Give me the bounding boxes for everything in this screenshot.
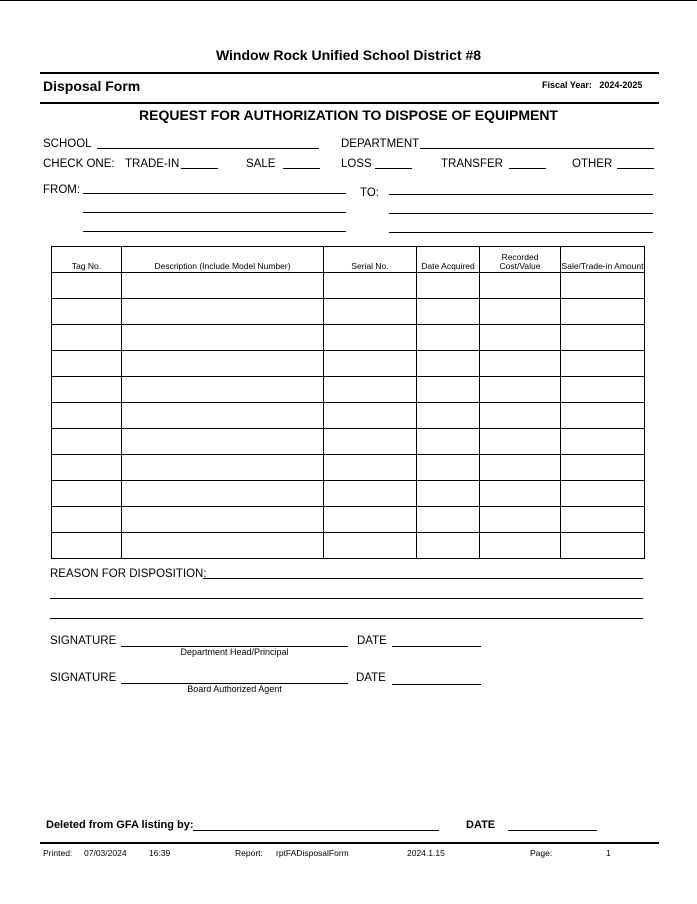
cell-sale-amount[interactable] [561,351,645,377]
cell-date-acquired[interactable] [417,429,480,455]
date-label: DATE [356,672,386,684]
report-version: 2024.1.15 [407,848,445,858]
cell-description[interactable] [122,403,324,429]
cell-serial-no[interactable] [324,273,417,299]
cell-serial-no[interactable] [324,351,417,377]
cell-date-acquired[interactable] [417,481,480,507]
fiscal-year-value: 2024-2025 [599,80,643,90]
reason-field-line-3[interactable] [50,618,643,619]
to-label: TO: [360,187,379,199]
cell-tag-no[interactable] [52,273,122,299]
cell-sale-amount[interactable] [561,533,645,559]
to-field-line-1[interactable] [389,194,653,195]
cell-description[interactable] [122,429,324,455]
printed-time: 16:39 [149,848,171,858]
school-field[interactable] [97,148,319,149]
cell-sale-amount[interactable] [561,429,645,455]
cell-description[interactable] [122,299,324,325]
cell-description[interactable] [122,481,324,507]
cell-recorded-cost[interactable] [480,481,561,507]
cell-tag-no[interactable] [52,299,122,325]
cell-date-acquired[interactable] [417,533,480,559]
fiscal-year-label: Fiscal Year: [542,80,592,90]
table-row [52,377,645,403]
cell-recorded-cost[interactable] [480,507,561,533]
cell-date-acquired[interactable] [417,351,480,377]
cell-serial-no[interactable] [324,507,417,533]
transfer-label: TRANSFER [441,158,503,170]
cell-sale-amount[interactable] [561,377,645,403]
cell-serial-no[interactable] [324,377,417,403]
cell-serial-no[interactable] [324,429,417,455]
gfa-field[interactable] [193,830,439,831]
reason-field-line-1[interactable] [203,578,643,579]
to-field-line-2[interactable] [389,213,653,214]
reason-label: REASON FOR DISPOSITION: [50,568,207,580]
cell-tag-no[interactable] [52,481,122,507]
other-checkbox[interactable] [617,168,654,169]
signature-role: Department Head/Principal [180,647,289,657]
table-row [52,429,645,455]
page-label: Page: [530,848,553,858]
page-top-border [0,0,697,1]
other-label: OTHER [572,158,613,170]
cell-description[interactable] [122,455,324,481]
date-field-dept-head[interactable] [392,646,481,647]
from-label: FROM: [43,184,81,196]
gfa-date-field[interactable] [508,830,597,831]
cell-sale-amount[interactable] [561,325,645,351]
cell-description[interactable] [122,377,324,403]
cell-tag-no[interactable] [52,325,122,351]
cell-serial-no[interactable] [324,533,417,559]
cell-recorded-cost[interactable] [480,273,561,299]
check-one-label: CHECK ONE: [43,158,115,170]
trade-in-checkbox[interactable] [181,168,218,169]
signature-label: SIGNATURE [50,672,117,684]
cell-date-acquired[interactable] [417,455,480,481]
table-row [52,533,645,559]
cell-serial-no[interactable] [324,455,417,481]
cell-description[interactable] [122,325,324,351]
cell-tag-no[interactable] [52,429,122,455]
cell-sale-amount[interactable] [561,273,645,299]
cell-recorded-cost[interactable] [480,455,561,481]
col-header-recorded-cost: Recorded Cost/Value [480,247,561,273]
transfer-checkbox[interactable] [509,168,546,169]
signature-label: SIGNATURE [50,635,117,647]
date-field-board-agent[interactable] [392,684,481,685]
cell-date-acquired[interactable] [417,325,480,351]
cell-recorded-cost[interactable] [480,377,561,403]
cell-sale-amount[interactable] [561,455,645,481]
table-row [52,403,645,429]
table-row [52,299,645,325]
page-number: 1 [606,848,611,858]
table-row [52,455,645,481]
from-field-line-1[interactable] [83,193,346,194]
sale-checkbox[interactable] [283,168,320,169]
cell-description[interactable] [122,533,324,559]
cell-date-acquired[interactable] [417,299,480,325]
col-header-sale-amount: Sale/Trade-in Amount [561,247,645,273]
from-field-line-2[interactable] [83,212,346,213]
table-header-row [52,247,645,273]
cell-tag-no[interactable] [52,533,122,559]
printed-label: Printed: [43,848,73,858]
table-row [52,325,645,351]
gfa-label: Deleted from GFA listing by: [46,819,194,831]
from-field-line-3[interactable] [83,231,346,232]
cell-tag-no[interactable] [52,351,122,377]
col-header-tag-no: Tag No. [52,247,122,273]
cell-recorded-cost[interactable] [480,351,561,377]
cell-date-acquired[interactable] [417,507,480,533]
sale-label: SALE [246,158,276,170]
cell-description[interactable] [122,507,324,533]
report-label: Report: [235,848,263,858]
request-title: REQUEST FOR AUTHORIZATION TO DISPOSE OF EQUIPMENT [139,107,558,123]
cell-date-acquired[interactable] [417,273,480,299]
cell-tag-no[interactable] [52,403,122,429]
cell-tag-no[interactable] [52,455,122,481]
department-field[interactable] [420,148,654,149]
table-row [52,273,645,299]
cell-tag-no[interactable] [52,377,122,403]
cell-serial-no[interactable] [324,299,417,325]
fiscal-year [542,80,642,90]
cell-sale-amount[interactable] [561,481,645,507]
cell-serial-no[interactable] [324,481,417,507]
cell-recorded-cost[interactable] [480,533,561,559]
footer-rule [40,842,659,844]
loss-checkbox[interactable] [375,168,412,169]
cell-recorded-cost[interactable] [480,429,561,455]
cell-serial-no[interactable] [324,325,417,351]
cell-recorded-cost[interactable] [480,325,561,351]
cell-recorded-cost[interactable] [480,299,561,325]
signature-role: Board Authorized Agent [187,684,282,694]
cell-sale-amount[interactable] [561,507,645,533]
gfa-date-label: DATE [466,819,496,831]
col-header-date-acquired: Date Acquired [417,247,480,273]
cell-serial-no[interactable] [324,403,417,429]
reason-field-line-2[interactable] [50,598,643,599]
equipment-table [51,246,645,559]
form-title: Disposal Form [43,78,141,94]
cell-tag-no[interactable] [52,507,122,533]
school-label: SCHOOL [43,138,92,150]
header-rule-top [40,72,659,74]
cell-date-acquired[interactable] [417,377,480,403]
header-rule-bottom [40,102,659,104]
cell-description[interactable] [122,351,324,377]
table-row [52,481,645,507]
cell-sale-amount[interactable] [561,403,645,429]
table-row [52,351,645,377]
trade-in-label: TRADE-IN [125,158,180,170]
cell-recorded-cost[interactable] [480,403,561,429]
printed-date: 07/03/2024 [84,848,127,858]
department-label: DEPARTMENT [341,138,420,150]
report-name: rptFADisposalForm [276,848,349,858]
cell-sale-amount[interactable] [561,299,645,325]
district-title: Window Rock Unified School District #8 [215,47,482,63]
loss-label: LOSS [341,158,372,170]
col-header-description: Description (Include Model Number) [122,247,324,273]
to-field-line-3[interactable] [389,232,653,233]
col-header-serial-no: Serial No. [324,247,417,273]
table-row [52,507,645,533]
cell-date-acquired[interactable] [417,403,480,429]
cell-description[interactable] [122,273,324,299]
date-label: DATE [357,635,387,647]
